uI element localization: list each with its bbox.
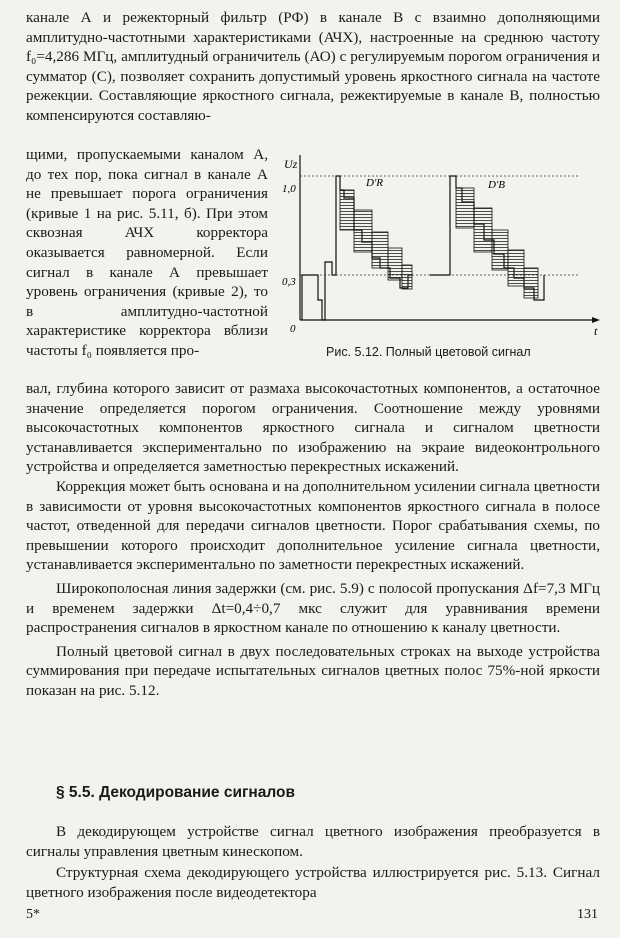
signature-mark: 5*: [26, 907, 40, 922]
figure-5-12: [280, 150, 605, 365]
chroma-burst-2b: [474, 208, 492, 252]
chroma-burst-1a: [340, 190, 354, 230]
chroma-burst-1c: [372, 232, 388, 268]
chroma-burst-1e: [402, 265, 412, 289]
tick-label-high: 1,0: [282, 183, 296, 195]
paragraph-4: Полный цветовой сигнал в двух последовательных строках на выходе устройства суммирования при передаче испытательных сигналов цветных полос 75%-ной яркости показан на рис. 5.12.: [26, 642, 600, 699]
section-heading: § 5.5. Декодирование сигналов: [56, 784, 296, 801]
composite-signal-diagram: [280, 150, 605, 350]
chroma-burst-2e: [524, 268, 538, 298]
paragraph-6: Структурная схема декодирующего устройства иллюстрируется рис. 5.13. Сигнал цветного изображения после видеодетектора: [26, 864, 600, 901]
paragraph-1-wrap: щими, пропускаемыми каналом А, до тех пор, пока сигнал в канале А не превышает порога ограничения (кривые 1 на рис. 5.11, б). При этом сквозная АЧХ корректора оказывается равномерной. Если сигнал в канале А превышает уровень ограничения (кривые 2), то в амплитудно-частотной характеристике корректора вблизи частоты f₀ появляется про-: [26, 146, 268, 359]
paragraph-3: Широкополосная линия задержки (см. рис. 5.9) с полосой пропускания Δf=7,3 МГц и временем задержки Δt=0,4÷0,7 мкс служит для уравнивания времени распространения сигналов в яркостном канале по отношению к каналу цветности.: [26, 579, 600, 637]
chroma-burst-2d: [508, 250, 524, 286]
waveform-line-1: [302, 176, 412, 320]
signal-label-db: D'B: [488, 179, 506, 191]
tick-label-low: 0,3: [282, 276, 296, 288]
x-axis-arrow: [592, 317, 600, 323]
text-block-middle: [26, 379, 600, 701]
figure-caption: Рис. 5.12. Полный цветовой сигнал: [326, 345, 531, 359]
page-number: 131: [577, 907, 598, 922]
text-block-top: [26, 8, 600, 126]
text-block-bottom: [26, 822, 600, 902]
text-block-wrapped: [26, 145, 268, 361]
y-axis-label: Uz: [284, 157, 298, 171]
chroma-burst-2c: [492, 230, 508, 270]
chroma-burst-1b: [354, 210, 372, 252]
waveform-line-2: [430, 176, 544, 300]
signal-label-dr: D'R: [366, 177, 384, 189]
paragraph-1: канале А и режекторный фильтр (РФ) в канале В с взаимно дополняющими амплитудно-частотными характеристиками (АЧХ), настроенные на среднюю частоту f₀=4,286 МГц, амплитудный ограничитель (АО) с регулируемым порогом ограничения и сумматор (С), позволяет сохранить допустимый уровень яркостного сигнала на частоте режекции. Составляющие яркостного сигнала, режектируемые в канале В, полностью компенсируются составляю-: [26, 9, 600, 124]
chroma-burst-2a: [456, 188, 474, 228]
chroma-burst-1d: [388, 248, 402, 280]
paragraph-1-end: вал, глубина которого зависит от размаха высокочастотных компонентов, а остаточное значение определяется порогом ограничения. Соотношение между уровнями высокочастотных компонентов яркостного сигнала и сигналом цветности устанавливается экспериментально по изображению на экраие видеоконтрольного устройства и определяется заметностью перекрестных искажений.: [26, 380, 600, 476]
paragraph-5: В декодирующем устройстве сигнал цветного изображения преобразуется в сигналы управления цветным кинескопом.: [26, 823, 600, 860]
origin-label: 0: [290, 323, 296, 335]
paragraph-2: Коррекция может быть основана и на дополнительном усилении сигнала цветности в зависимости от уровня высокочастотных компонентов яркостного сигнала в полосе частот, отведенной для передачи сигналов цветности. Порог срабатывания схемы, по превышении которого происходит дополнительное усиление сигнала цветности, устанавливается экспериментально по заметности перекрестных искажений.: [26, 477, 600, 574]
x-axis-label: t: [594, 324, 598, 338]
